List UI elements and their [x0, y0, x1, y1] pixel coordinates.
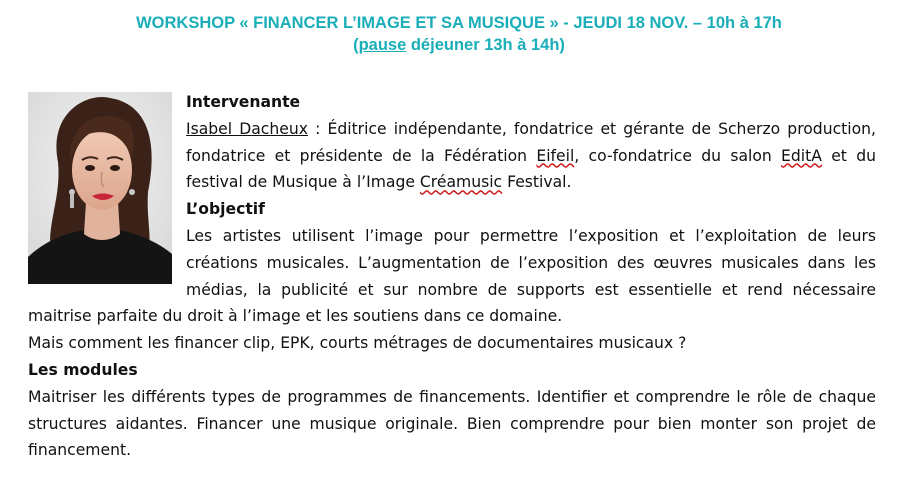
speaker-line-2e: et du [821, 146, 876, 165]
objective-heading: L’objectif [186, 200, 265, 219]
modules-line-2: structures aidantes. Financer une musique originale. Bien comprendre pour bien monter son projet de [28, 414, 876, 433]
modules-line-1: Maitriser les différents types de programmes de financements. Identifier et comprendre le rôle de chaque [28, 387, 876, 406]
objective-line-5: Mais comment les financer clip, EPK, courts métrages de documentaires musicaux ? [28, 334, 687, 353]
pause-rest: déjeuner 13h à 14h) [406, 36, 565, 54]
speaker-line-3a: festival de Musique à l’Image [186, 173, 420, 192]
objective-line-2: créations musicales. L’augmentation de l’exposition des œuvres musicales dans les [186, 253, 876, 272]
title-line-1: WORKSHOP « FINANCER L’IMAGE ET SA MUSIQUE » - JEUDI 18 NOV. – 10h à 17h [136, 14, 782, 32]
workshop-title [0, 12, 918, 56]
objective-line-1: Les artistes utilisent l’image pour permettre l’exposition et l’exploitation de leurs [186, 226, 876, 245]
title-line-2 [0, 34, 918, 56]
speaker-line-3 [28, 169, 876, 196]
creamusic-word: Créamusic [419, 173, 503, 192]
speaker-line-1-text: : Éditrice indépendante, fondatrice et gérante de Scherzo production, [307, 119, 876, 138]
speaker-name: Isabel Dacheux [186, 119, 308, 138]
pause-word: pause [358, 36, 407, 54]
speaker-line-2 [28, 143, 876, 170]
objective-line-3: médias, la publicité et sur nombre de supports est essentielle et rend nécessaire [186, 280, 876, 299]
modules-line-3: financement. [28, 441, 132, 460]
speaker-line-2a: fondatrice et présidente de la Fédération [186, 146, 537, 165]
open-paren: ( [353, 36, 359, 54]
speaker-heading: Intervenante [186, 93, 301, 111]
speaker-line-1 [28, 116, 876, 143]
speaker-line-2c: , co-fondatrice du salon [574, 146, 782, 165]
edita-word: EditA [781, 146, 822, 165]
objective-line-4: maitrise parfaite du droit à l’image et les soutiens dans ce domaine. [28, 307, 563, 326]
speaker-line-3c: Festival. [502, 173, 572, 192]
eifeil-word: Eifeil [536, 146, 575, 165]
modules-heading: Les modules [28, 360, 138, 379]
document-body [28, 89, 876, 464]
